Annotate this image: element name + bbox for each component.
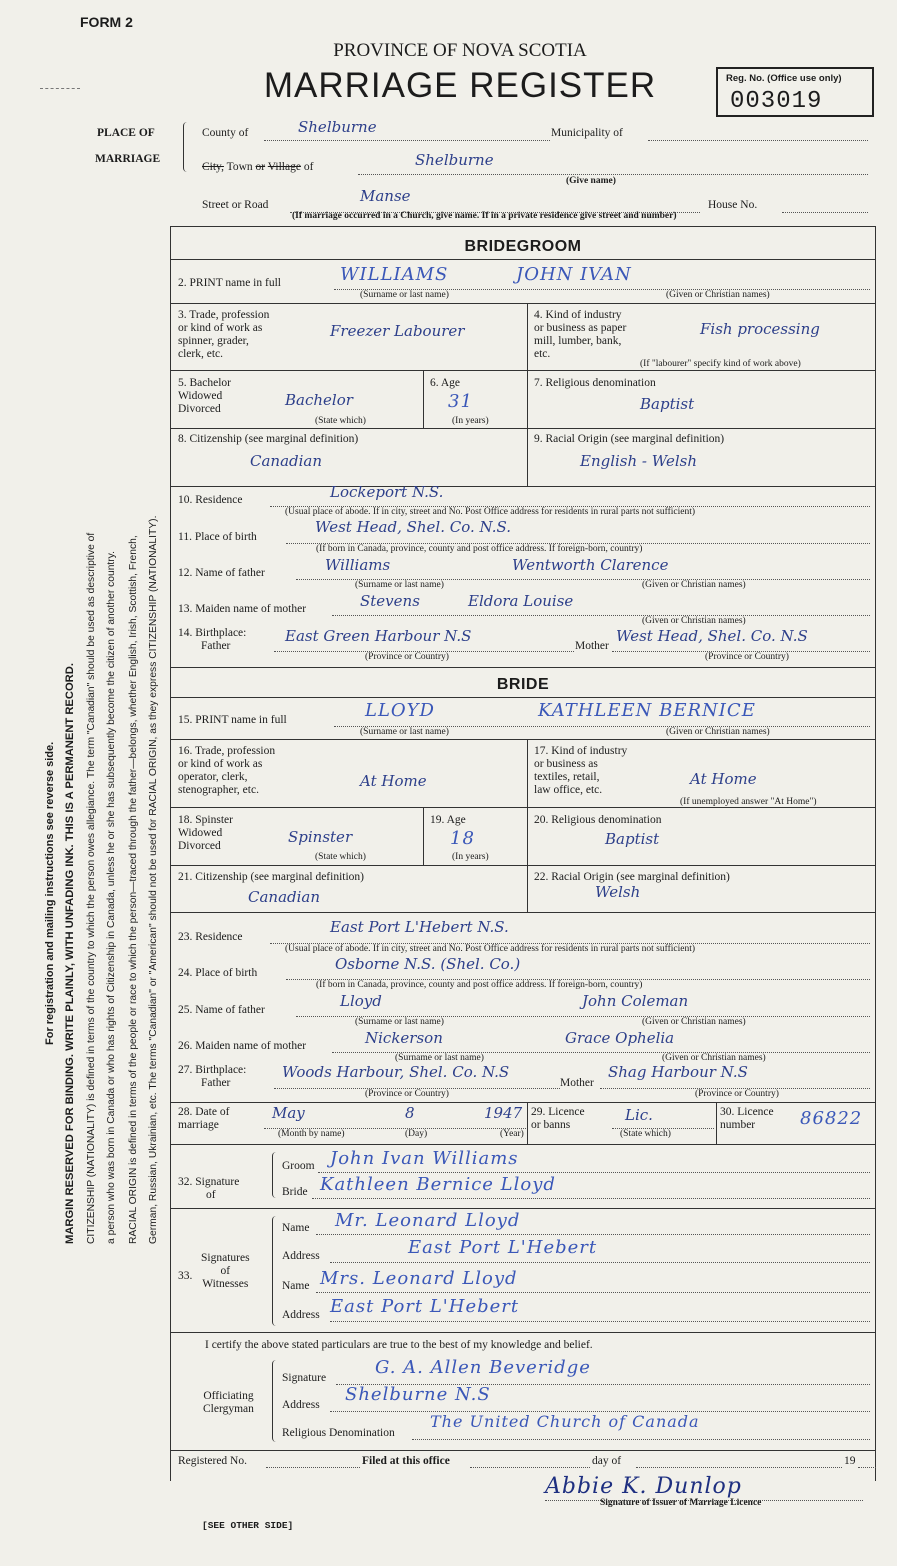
groom-state-hint: (State which) bbox=[315, 416, 366, 426]
groom-birthplace-label: 14. Birthplace: bbox=[178, 627, 247, 639]
sidebar-line-5: RACIAL ORIGIN is defined in terms of the people or race to which the person—traced through the father—belongs, whether English, Irish, Scottish, French, bbox=[128, 535, 139, 1244]
margin-mark bbox=[40, 88, 80, 89]
groom-birth-hint: (If born in Canada, province, county and post office address. If foreign-born, country) bbox=[316, 544, 643, 554]
groom-surname: WILLIAMS bbox=[340, 264, 449, 285]
bride-birth-hint: (If born in Canada, province, county and post office address. If foreign-born, country) bbox=[316, 980, 643, 990]
street-note: (If marriage occurred in a Church, give name. If in a private residence give street and number) bbox=[292, 211, 677, 221]
groom-citizenship-label: 8. Citizenship (see marginal definition) bbox=[178, 433, 359, 445]
place-of-label: PLACE OF bbox=[97, 127, 155, 139]
bride-sig-label: Bride bbox=[282, 1186, 308, 1198]
groom-name-label: 2. PRINT name in full bbox=[178, 277, 281, 289]
bride-birthplace-mother-label: Mother bbox=[560, 1077, 594, 1089]
page-title: MARRIAGE REGISTER bbox=[263, 66, 657, 105]
county-label: County of bbox=[202, 127, 249, 139]
year-hint: (Year) bbox=[500, 1129, 524, 1139]
bride-religion-label: 20. Religious denomination bbox=[534, 814, 662, 826]
form-label: FORM 2 bbox=[80, 14, 133, 30]
town-label: City, Town or Village of bbox=[202, 161, 314, 173]
issuer-signature: Abbie K. Dunlop bbox=[545, 1474, 742, 1499]
bride-given: KATHLEEN BERNICE bbox=[538, 700, 756, 721]
bride-industry-label: 17. Kind of industry or business as textiles, retail, law office, etc. bbox=[534, 745, 628, 796]
bride-age-label: 19. Age bbox=[430, 814, 466, 826]
bride-mother-surname-hint: (Surname or last name) bbox=[395, 1053, 484, 1063]
reg-number-label: Reg. No. (Office use only) bbox=[726, 73, 842, 84]
bride-mother-label: 26. Maiden name of mother bbox=[178, 1040, 307, 1052]
denomination-label: Religious Denomination bbox=[282, 1427, 395, 1439]
groom-given-hint: (Given or Christian names) bbox=[666, 290, 770, 300]
bride-father-given: John Coleman bbox=[582, 992, 689, 1010]
groom-surname-hint: (Surname or last name) bbox=[360, 290, 449, 300]
place-brace bbox=[183, 122, 194, 172]
sidebar-line-2: MARGIN RESERVED FOR BINDING. WRITE PLAINLY, WITH UNFADING INK. THIS IS A PERMANENT RECORD. bbox=[64, 663, 76, 1244]
groom-residence-hint: (Usual place of abode. If in city, street and No. Post Office address for residents in rural parts not sufficient) bbox=[285, 507, 696, 517]
reg-number: 003019 bbox=[730, 88, 823, 115]
bride-citizenship-label: 21. Citizenship (see marginal definition) bbox=[178, 871, 364, 883]
county-value: Shelburne bbox=[298, 118, 377, 136]
sig-of-label: 32. Signature of bbox=[178, 1176, 240, 1201]
bride-religion: Baptist bbox=[605, 830, 660, 848]
month-hint: (Month by name) bbox=[278, 1129, 345, 1139]
which-hint: (State which) bbox=[620, 1129, 671, 1139]
bride-father-given-hint: (Given or Christian names) bbox=[642, 1017, 746, 1027]
sidebar-line-3: CITIZENSHIP (NATIONALITY) is defined in terms of the country to which the person owes allegiance. The term "Canadian" should be used as descriptive of bbox=[86, 532, 97, 1244]
groom-father-surname: Williams bbox=[325, 556, 391, 574]
groom-residence-label: 10. Residence bbox=[178, 494, 243, 506]
groom-years-hint: (In years) bbox=[452, 416, 489, 426]
bride-status-label: 18. Spinster Widowed Divorced bbox=[178, 814, 233, 852]
sidebar-line-4: a person who was born in Canada or who has rights of Citizenship in Canada, unless he or she has subsequently become the citizen of another country. bbox=[106, 551, 117, 1244]
clergy-sig-label: Signature bbox=[282, 1372, 327, 1384]
groom-sig-label: Groom bbox=[282, 1160, 315, 1172]
marriage-month: May bbox=[272, 1104, 305, 1122]
w2-address-label: Address bbox=[282, 1309, 320, 1321]
bride-father-prov-hint: (Province or Country) bbox=[365, 1089, 449, 1099]
groom-age: 31 bbox=[448, 391, 473, 412]
bride-industry-hint: (If unemployed answer "At Home") bbox=[680, 797, 817, 807]
groom-religion: Baptist bbox=[640, 395, 695, 413]
reg-number-box bbox=[716, 67, 874, 117]
groom-father-label: 12. Name of father bbox=[178, 567, 265, 579]
w1-address-label: Address bbox=[282, 1250, 320, 1262]
bride-father-surname-hint: (Surname or last name) bbox=[355, 1017, 444, 1027]
give-name-hint: (Give name) bbox=[566, 176, 616, 186]
w2-address: East Port L'Hebert bbox=[330, 1296, 520, 1317]
licence-number: 86822 bbox=[800, 1108, 863, 1129]
bride-mother-given: Grace Ophelia bbox=[565, 1029, 675, 1047]
groom-mother-birthplace: West Head, Shel. Co. N.S bbox=[616, 627, 808, 645]
bride-trade: At Home bbox=[360, 772, 427, 790]
see-other-side: [SEE OTHER SIDE] bbox=[202, 1520, 294, 1531]
bride-citizenship: Canadian bbox=[248, 888, 321, 906]
groom-father-birthplace: East Green Harbour N.S bbox=[285, 627, 472, 645]
bride-birth-label: 24. Place of birth bbox=[178, 967, 258, 979]
bride-residence-hint: (Usual place of abode. If in city, street and No. Post Office address for residents in rural parts not sufficient) bbox=[285, 944, 696, 954]
province-heading: PROVINCE OF NOVA SCOTIA bbox=[333, 40, 587, 61]
groom-birth: West Head, Shel. Co. N.S. bbox=[315, 518, 511, 536]
bride-mother-prov-hint: (Province or Country) bbox=[695, 1089, 779, 1099]
bride-given-hint: (Given or Christian names) bbox=[666, 727, 770, 737]
officiating-label: Officiating Clergyman bbox=[203, 1390, 254, 1415]
issuer-label: Signature of Issuer of Marriage Licence bbox=[600, 1498, 762, 1508]
marriage-date-label: 28. Date of marriage bbox=[178, 1106, 230, 1131]
licence-number-label: 30. Licence number bbox=[720, 1106, 774, 1131]
w2-name-label: Name bbox=[282, 1280, 310, 1292]
clergy-address: Shelburne N.S bbox=[345, 1384, 491, 1405]
day-hint: (Day) bbox=[405, 1129, 428, 1139]
bride-signature: Kathleen Bernice Lloyd bbox=[320, 1174, 556, 1195]
groom-mother-prov-hint: (Province or Country) bbox=[705, 652, 789, 662]
bride-mother-birthplace: Shag Harbour N.S bbox=[608, 1063, 748, 1081]
bride-birth: Osborne N.S. (Shel. Co.) bbox=[335, 955, 521, 973]
sidebar-line-1: For registration and mailing instructions see reverse side. bbox=[44, 741, 56, 1045]
groom-trade-label: 3. Trade, profession or kind of work as spinner, grader, clerk, etc. bbox=[178, 309, 270, 360]
bride-father-surname: Lloyd bbox=[340, 992, 382, 1010]
bride-age: 18 bbox=[450, 828, 475, 849]
bride-state-hint: (State which) bbox=[315, 852, 366, 862]
bride-status: Spinster bbox=[288, 828, 353, 846]
groom-religion-label: 7. Religious denomination bbox=[534, 377, 656, 389]
bride-surname-hint: (Surname or last name) bbox=[360, 727, 449, 737]
marriage-day: 8 bbox=[405, 1104, 415, 1122]
groom-trade: Freezer Labourer bbox=[330, 322, 465, 340]
bride-birthplace-label: 27. Birthplace: bbox=[178, 1064, 247, 1076]
house-label: House No. bbox=[708, 199, 758, 211]
bride-years-hint: (In years) bbox=[452, 852, 489, 862]
groom-birth-label: 11. Place of birth bbox=[178, 531, 257, 543]
bride-heading: BRIDE bbox=[496, 676, 550, 693]
registered-label: Registered No. bbox=[178, 1455, 247, 1467]
year-prefix: 19 bbox=[844, 1455, 856, 1467]
groom-father-given-hint: (Given or Christian names) bbox=[642, 580, 746, 590]
clergy-signature: G. A. Allen Beveridge bbox=[375, 1357, 591, 1378]
sidebar-line-6: German, Russian, Ukrainian, etc. The terms "Canadian" or "American" should not be used for RACIAL ORIGIN, as they express CITIZENSHIP (NATIONALITY). bbox=[148, 515, 159, 1244]
groom-age-label: 6. Age bbox=[430, 377, 461, 389]
street-label: Street or Road bbox=[202, 199, 269, 211]
groom-mother-surname: Stevens bbox=[360, 592, 420, 610]
clergy-denomination: The United Church of Canada bbox=[430, 1412, 700, 1431]
filed-label: Filed at this office bbox=[362, 1455, 450, 1467]
street-value: Manse bbox=[360, 187, 411, 205]
groom-father-prov-hint: (Province or Country) bbox=[365, 652, 449, 662]
groom-industry-hint: (If "labourer" specify kind of work above) bbox=[640, 359, 801, 369]
bride-industry: At Home bbox=[690, 770, 757, 788]
bride-residence: East Port L'Hebert N.S. bbox=[330, 918, 509, 936]
groom-status-label: 5. Bachelor Widowed Divorced bbox=[178, 377, 232, 415]
groom-residence: Lockeport N.S. bbox=[330, 483, 444, 501]
bride-racial-label: 22. Racial Origin (see marginal definition) bbox=[534, 871, 730, 883]
groom-mother-label: 13. Maiden name of mother bbox=[178, 603, 307, 615]
w1-name-label: Name bbox=[282, 1222, 310, 1234]
groom-industry-label: 4. Kind of industry or business as paper mill, lumber, bank, etc. bbox=[534, 309, 627, 360]
groom-birthplace-mother-label: Mother bbox=[575, 640, 609, 652]
groom-father-surname-hint: (Surname or last name) bbox=[355, 580, 444, 590]
bride-father-birthplace: Woods Harbour, Shel. Co. N.S bbox=[282, 1063, 510, 1081]
marriage-year: 1947 bbox=[484, 1104, 523, 1122]
groom-mother-given: Eldora Louise bbox=[468, 592, 574, 610]
groom-industry: Fish processing bbox=[700, 320, 820, 338]
bride-mother-given-hint: (Given or Christian names) bbox=[662, 1053, 766, 1063]
bride-father-label: 25. Name of father bbox=[178, 1004, 265, 1016]
bride-racial: Welsh bbox=[595, 883, 641, 901]
groom-mother-given-hint: (Given or Christian names) bbox=[642, 616, 746, 626]
bride-residence-label: 23. Residence bbox=[178, 931, 243, 943]
licence-or-banns: Lic. bbox=[625, 1106, 653, 1124]
bride-birthplace-father-label: Father bbox=[201, 1077, 231, 1089]
groom-signature: John Ivan Williams bbox=[330, 1148, 519, 1169]
groom-citizenship: Canadian bbox=[250, 452, 323, 470]
groom-racial: English - Welsh bbox=[580, 452, 697, 470]
bride-mother-surname: Nickerson bbox=[365, 1029, 443, 1047]
municipality-label: Municipality of bbox=[551, 127, 623, 139]
groom-birthplace-father-label: Father bbox=[201, 640, 231, 652]
w1-address: East Port L'Hebert bbox=[408, 1237, 598, 1258]
groom-father-given: Wentworth Clarence bbox=[512, 556, 669, 574]
licence-banns-label: 29. Licence or banns bbox=[531, 1106, 585, 1131]
town-value: Shelburne bbox=[415, 151, 494, 169]
certify-text: I certify the above stated particulars are true to the best of my knowledge and belief. bbox=[205, 1339, 593, 1351]
bridegroom-heading: BRIDEGROOM bbox=[464, 238, 582, 255]
witness-label: Signatures of Witnesses bbox=[201, 1252, 250, 1290]
groom-status: Bachelor bbox=[285, 391, 353, 409]
witness-number: 33. bbox=[178, 1270, 193, 1282]
clergy-address-label: Address bbox=[282, 1399, 320, 1411]
groom-racial-label: 9. Racial Origin (see marginal definition) bbox=[534, 433, 725, 445]
w2-name: Mrs. Leonard Lloyd bbox=[320, 1268, 518, 1289]
marriage-label: MARRIAGE bbox=[95, 153, 161, 165]
day-of-label: day of bbox=[592, 1455, 622, 1467]
bride-name-label: 15. PRINT name in full bbox=[178, 714, 287, 726]
bride-surname: LLOYD bbox=[365, 700, 435, 721]
groom-given: JOHN IVAN bbox=[516, 264, 632, 285]
w1-name: Mr. Leonard Lloyd bbox=[335, 1210, 521, 1231]
bride-trade-label: 16. Trade, profession or kind of work as operator, clerk, stenographer, etc. bbox=[178, 745, 276, 796]
